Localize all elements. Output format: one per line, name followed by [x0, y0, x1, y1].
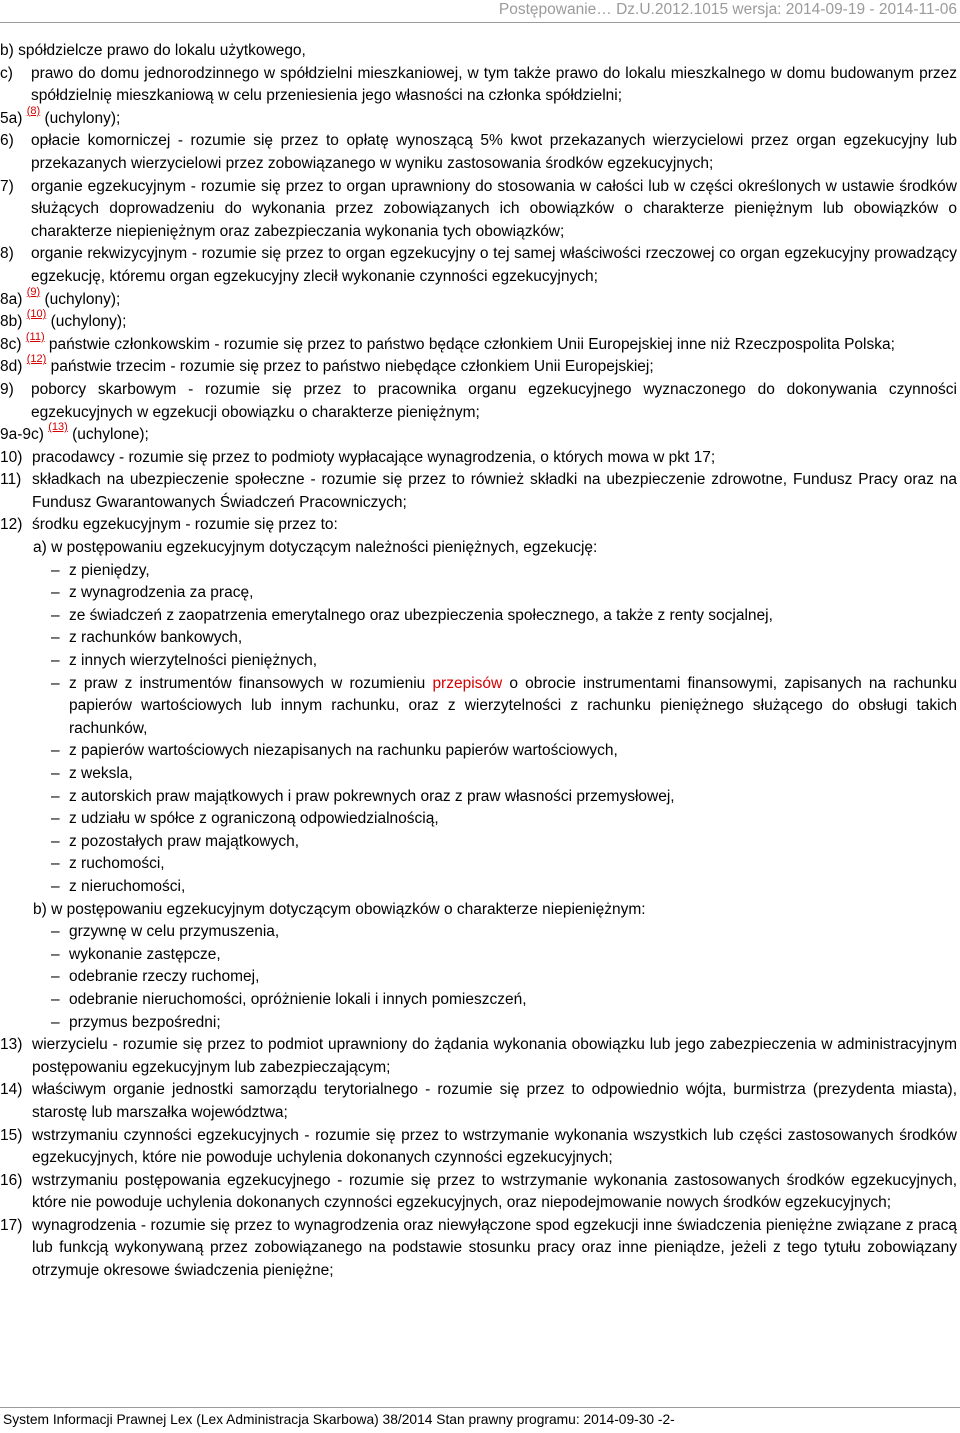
list-item: – z weksla, [33, 763, 957, 786]
point-13-text: wierzycielu - rozumie się przez to podmiot uprawniony do żądania wykonania obowiązku lub jego zabezpieczenia w administracyjnym postępowaniu egzekucyjnym lub zabezpieczającym; [32, 1036, 957, 1076]
point-8b-footnote-link[interactable]: (10) [26, 308, 47, 321]
point-b [0, 40, 957, 63]
point-9a-9c-number: 9a-9c) [0, 426, 44, 444]
point-14 [0, 1079, 957, 1124]
point-12 [0, 514, 957, 537]
list-item: – z pozostałych praw majątkowych, [33, 831, 957, 854]
point-8a [0, 285, 957, 312]
point-9a-9c-text: (uchylone); [72, 426, 149, 444]
point-9a-9c-footnote-link[interactable]: (13) [48, 421, 68, 434]
footer-divider [0, 1407, 960, 1408]
point-6 [0, 130, 957, 175]
point-8d [0, 353, 957, 379]
point-8c-paragraph [0, 330, 957, 357]
point-17 [0, 1215, 957, 1283]
list-item: – odebranie rzeczy ruchomej, [33, 966, 957, 989]
point-5a-text: (uchylony); [44, 109, 121, 127]
dash-bullet-icon: – [51, 629, 60, 647]
point-12-text: środku egzekucyjnym - rozumie się przez to: [32, 516, 338, 534]
point-12a: a) w postępowaniu egzekucyjnym dotyczącym należności pieniężnych, egzekucję: [33, 539, 598, 557]
point-8d-footnote-link[interactable]: (12) [26, 353, 47, 366]
point-10-number: 10) [0, 448, 23, 466]
point-16-number: 16) [0, 1171, 23, 1189]
point-8c-number: 8c) [0, 335, 22, 353]
dash-bullet-icon: – [51, 561, 60, 579]
list-item: – z innych wierzytelności pieniężnych, [33, 650, 957, 673]
dash-bullet-icon: – [51, 787, 60, 805]
point-8d-number: 8d) [0, 358, 23, 376]
dash-bullet-icon: – [51, 877, 60, 895]
point-8c-footnote-link[interactable]: (11) [25, 330, 45, 343]
list-item: – odebranie nieruchomości, opróżnienie lokali i innych pomieszczeń, [33, 989, 957, 1012]
point-9 [0, 379, 957, 424]
list-item [33, 673, 957, 741]
page-header: Postępowanie… Dz.U.2012.1015 wersja: 2014-09-19 - 2014-11-06 [498, 1, 957, 18]
point-8b-text: (uchylony); [50, 313, 127, 331]
list-item: – z ruchomości, [33, 853, 957, 876]
point-11-number: 11) [0, 471, 22, 489]
point-8-text: organie rekwizycyjnym - rozumie się przez to organ egzekucyjny o tej samej właściwości rzeczowej co organ egzekucyjny prowadzący egzekucję, któremu organ egzekucyjny zlecił wykonanie czynności egzekucyjnych; [31, 245, 957, 285]
point-8a-text: (uchylony); [44, 290, 121, 308]
point-17-text: wynagrodzenia - rozumie się przez to wynagrodzenia oraz niewyłączone spod egzekucji inne świadczenia pieniężne związane z pracą lub funkcją wykonywaną przez zobowiązanego na podstawie stosunku pracy oraz inne pieniądze, jeżeli z tego tytułu zobowiązany otrzymuje okresowe świadczenia pieniężne; [32, 1216, 957, 1280]
point-7 [0, 176, 957, 244]
list-item: – z papierów wartościowych niezapisanych na rachunku papierów wartościowych, [33, 740, 957, 763]
point-8b [0, 308, 957, 334]
dash-bullet-icon: – [51, 765, 60, 782]
point-12b: b) w postępowaniu egzekucyjnym dotyczącym obowiązków o charakterze niepieniężnym: [33, 900, 646, 918]
dash-bullet-icon: – [51, 1013, 60, 1031]
point-5a [0, 104, 957, 131]
point-8a-footnote-link[interactable]: (9) [26, 285, 41, 298]
list-item: – wykonanie zastępcze, [33, 944, 957, 967]
list-item: – grzywnę w celu przymuszenia, [33, 921, 957, 944]
list-item: – z wynagrodzenia za pracę, [33, 582, 957, 605]
point-8 [0, 243, 957, 288]
list-item: – z rachunków bankowych, [33, 627, 957, 650]
dash-bullet-icon: – [51, 606, 60, 624]
list-item: – z pieniędzy, [33, 560, 957, 583]
point-5a-number: 5a) [0, 109, 23, 127]
header-divider [0, 22, 960, 23]
point-c-text: prawo do domu jednorodzinnego w spółdzielni mieszkaniowej, w tym także prawo do lokalu mieszkalnego w domu budowanym przez spółdzielnię mieszkaniową w celu przeniesienia jego własności na członka spółdzielni; [31, 64, 957, 105]
point-10-text: pracodawcy - rozumie się przez to podmioty wypłacające wynagrodzenia, o których mowa w pkt 17; [32, 448, 716, 466]
point-6-text: opłacie komorniczej - rozumie się przez to opłatę wynoszącą 5% kwot przekazanych wierzycielowi przez organ egzekucyjny lub przekazanych wierzycielowi przez zobowiązanego w wyniku zastosowania środków egzekucyjnych; [31, 132, 957, 172]
point-8c [0, 330, 957, 357]
dash-bullet-icon: – [51, 990, 60, 1008]
list-item: – z autorskich praw majątkowych i praw pokrewnych oraz z praw własności przemysłowej, [33, 786, 957, 809]
list-item: – ze świadczeń z zaopatrzenia emerytalnego oraz ubezpieczenia społecznego, a także z renty socjalnej, [33, 605, 957, 628]
point-8b-number: 8b) [0, 313, 23, 331]
point-9-text: poborcy skarbowym - rozumie się przez to pracownika organu egzekucyjnego wyznaczonego do dokonywania czynności egzekucyjnych w egzekucji obowiązku o charakterze pieniężnym; [31, 380, 957, 421]
dash-bullet-icon: – [51, 742, 60, 760]
dash-bullet-icon: – [51, 968, 60, 986]
point-8-number: 8) [0, 245, 14, 263]
point-17-number: 17) [0, 1216, 23, 1234]
point-7-text: organie egzekucyjnym - rozumie się przez to organ uprawniony do stosowania w całości lub w części określonych w ustawie środków służących doprowadzeniu do wykonania przez zobowiązanych ich obowiązków o charakterze pieniężnym lub obowiązków o charakterze niepieniężnym oraz zabezpieczania wykonania tych obowiązków; [31, 177, 957, 240]
point-15-text: wstrzymaniu czynności egzekucyjnych - rozumie się przez to wstrzymanie wykonania wszystkich lub części zastosowanych środków egzekucyjnych, które nie powoduje uchylenia dokonanych czynności egzekucyjnych; [32, 1126, 957, 1167]
document-body [0, 40, 957, 1283]
list-item: – z nieruchomości, [33, 876, 957, 899]
point-7-number: 7) [0, 177, 14, 195]
list-item: – przymus bezpośredni; [33, 1012, 957, 1035]
point-5a-footnote-link[interactable]: (8) [26, 104, 41, 117]
przepisow-link[interactable]: przepisów [432, 674, 503, 692]
point-6-number: 6) [0, 132, 14, 150]
point-8d-text: państwie trzecim - rozumie się przez to państwo niebędące członkiem Unii Europejskiej; [50, 358, 654, 376]
dash-bullet-icon: – [51, 652, 60, 670]
point-12-number: 12) [0, 516, 23, 534]
dash-bullet-icon: – [51, 674, 60, 692]
point-11-text: składkach na ubezpieczenie społeczne - rozumie się przez to również składki na ubezpieczenie zdrowotne, Fundusz Pracy oraz na Fundusz Gwarantowanych Świadczeń Pracowniczych; [32, 471, 957, 511]
point-10 [0, 447, 957, 470]
point-9a-9c [0, 421, 957, 447]
point-15 [0, 1125, 957, 1170]
point-8a-number: 8a) [0, 290, 23, 308]
point-11 [0, 469, 957, 514]
dash-bullet-icon: – [51, 855, 60, 873]
list-item: – z udziału w spółce z ograniczoną odpowiedzialnością, [33, 808, 957, 831]
point-c-number: c) [0, 64, 13, 82]
dash-bullet-icon: – [51, 810, 60, 828]
point-16-text: wstrzymaniu postępowania egzekucyjnego - rozumie się przez to wstrzymanie wykonania zastosowanych środków egzekucyjnych, które nie powoduje uchylenia dokonanych czynności egzekucyjnych, oraz niepodejmowanie nowych środków egzekucyjnych; [32, 1171, 957, 1212]
dash-bullet-icon: – [51, 832, 60, 850]
point-13 [0, 1034, 957, 1079]
dash-bullet-icon: – [51, 584, 60, 602]
point-12a-list [0, 560, 957, 899]
point-16 [0, 1170, 957, 1215]
financial-instruments-item: z praw z instrumentów finansowych w rozumieniu przepisów o obrocie instrumentami finansowymi, zapisanych na rachunku papierów wartościowych lub innym rachunku, oraz z wierzytelności z rachunku pieniężnego służącego do obsługi takich rachunków, [69, 674, 958, 737]
point-12b-list [0, 921, 957, 1034]
point-15-number: 15) [0, 1126, 23, 1144]
dash-bullet-icon: – [51, 923, 60, 941]
point-14-number: 14) [0, 1081, 23, 1099]
point-c [0, 63, 957, 108]
point-14-text: właściwym organie jednostki samorządu terytorialnego - rozumie się przez to odpowiednio wójta, burmistrza (prezydenta miasta), starostę lub marszałka województwa; [32, 1081, 957, 1121]
point-b-text: b) spółdzielcze prawo do lokalu użytkowego, [0, 42, 306, 59]
page-footer: System Informacji Prawnej Lex (Lex Administracja Skarbowa) 38/2014 Stan prawny programu: 2014-09-30 -2- [3, 1412, 675, 1427]
point-9-number: 9) [0, 380, 14, 398]
point-13-number: 13) [0, 1036, 23, 1054]
dash-bullet-icon: – [51, 945, 60, 963]
point-8c-text: państwie członkowskim - rozumie się przez to państwo będące członkiem Unii Europejskiej inne niż Rzeczpospolita Polska; [48, 335, 895, 353]
